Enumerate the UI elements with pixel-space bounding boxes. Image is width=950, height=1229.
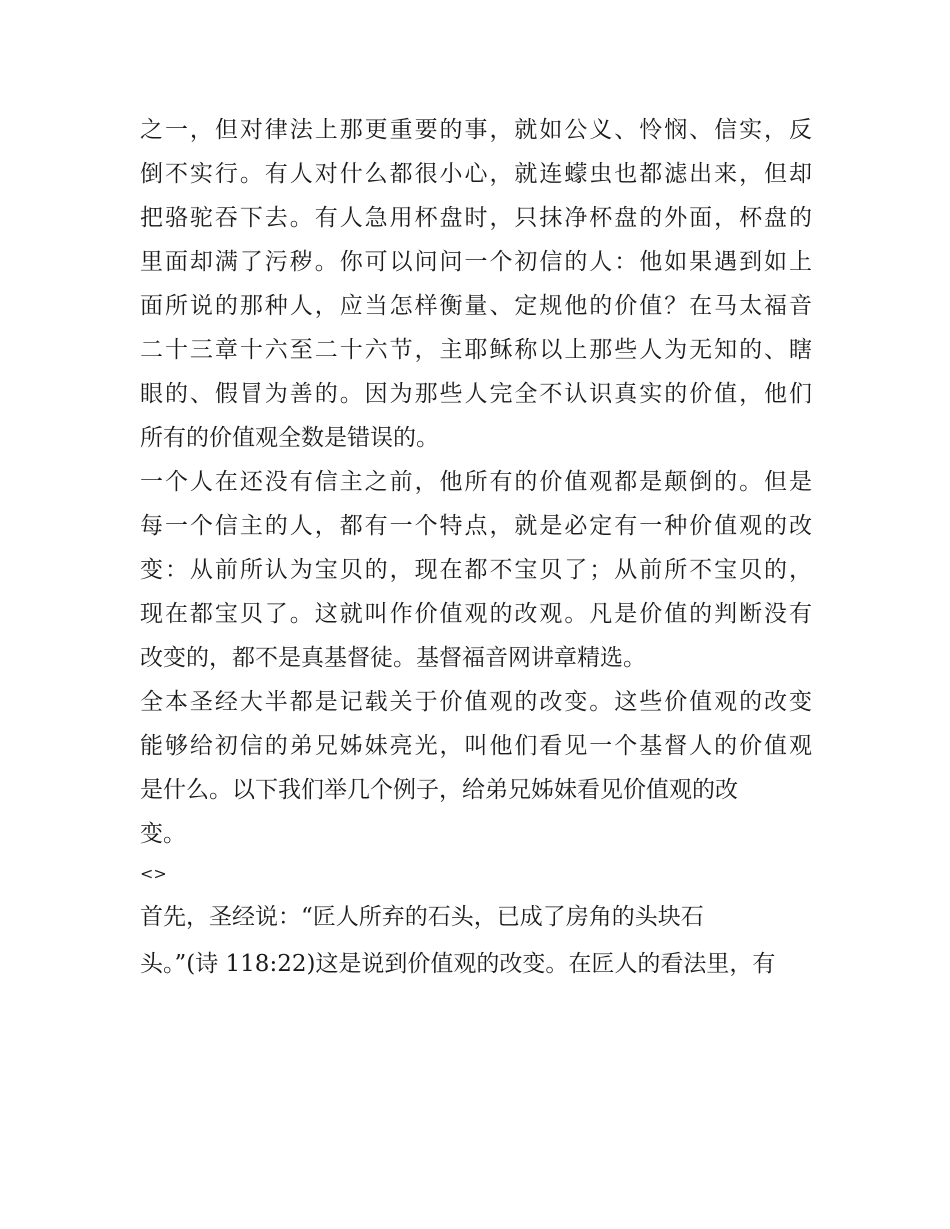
text-line: 所有的价值观全数是错误的。 (140, 425, 439, 451)
text-line: 把骆驼吞下去。有人急用杯盘时，只抹净杯盘的外面，杯盘的 (140, 205, 812, 231)
text-line: 全本圣经大半都是记载关于价值观的改变。这些价值观的改变 (140, 689, 812, 715)
text-line: 变：从前所认为宝贝的，现在都不宝贝了；从前所不宝贝的， (140, 557, 812, 583)
text-line: 里面却满了污秽。你可以问问一个初信的人：他如果遇到如上 (140, 249, 812, 275)
body-text (140, 108, 812, 986)
text-line: 面所说的那种人，应当怎样衡量、定规他的价值？在马太福音 (140, 293, 812, 319)
text-line: 现在都宝贝了。这就叫作价值观的改观。凡是价值的判断没有 (140, 601, 812, 627)
text-line: 一个人在还没有信主之前，他所有的价值观都是颠倒的。但是 (140, 469, 812, 495)
text-line: 首先，圣经说：“匠人所弃的石头，已成了房角的头块石 (140, 904, 704, 930)
text-line: 倒不实行。有人对什么都很小心，就连蠓虫也都滤出来，但却 (140, 161, 812, 187)
text-line: 二十三章十六至二十六节，主耶稣称以上那些人为无知的、瞎 (140, 337, 812, 363)
text-line: 改变的，都不是真基督徒。基督福音网讲章精选。 (140, 645, 646, 671)
text-line: 每一个信主的人，都有一个特点，就是必定有一种价值观的改 (140, 513, 812, 539)
text-line: 眼的、假冒为善的。因为那些人完全不认识真实的价值，他们 (140, 381, 812, 407)
text-line: 是什么。以下我们举几个例子，给弟兄姊妹看见价值观的改 (140, 777, 738, 803)
text-line: 头。”(诗 118:22)这是说到价值观的改变。在匠人的看法里，有 (140, 951, 776, 977)
text-line: 能够给初信的弟兄姊妹亮光，叫他们看见一个基督人的价值观 (140, 733, 812, 759)
text-line: 之一，但对律法上那更重要的事，就如公义、怜悯、信实，反 (140, 117, 812, 143)
text-line-marker: <> (140, 864, 167, 883)
text-line: 变。 (140, 821, 186, 847)
